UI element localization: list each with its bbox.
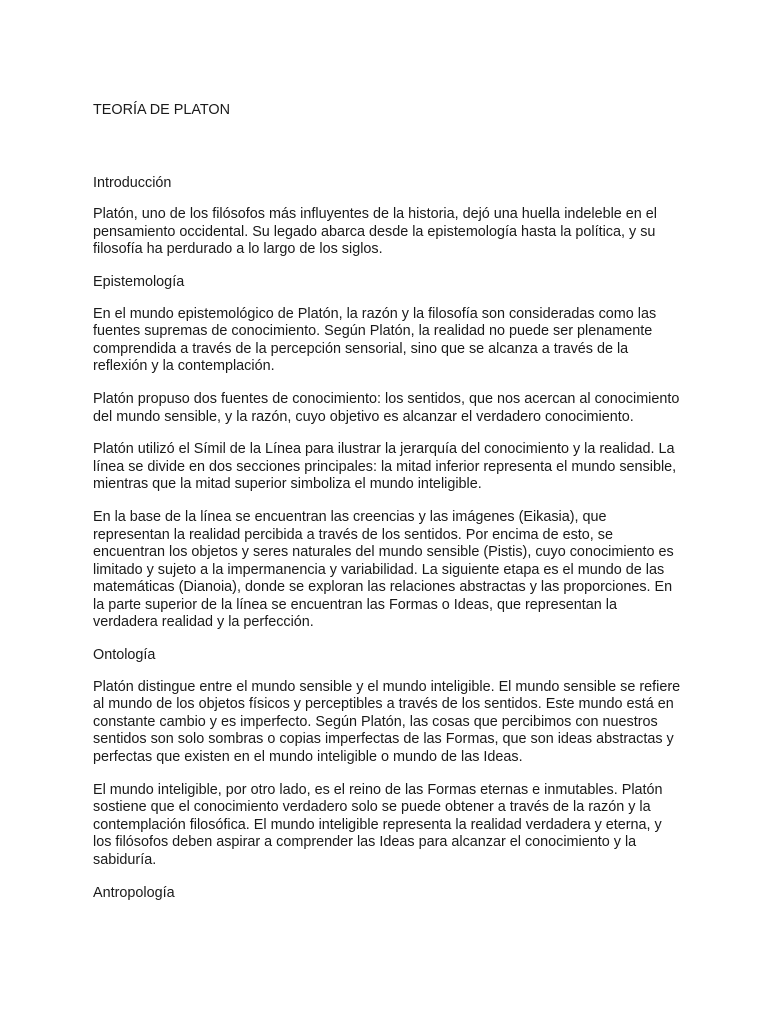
section-heading-ontologia: Ontología	[93, 647, 156, 664]
paragraph: Platón distingue entre el mundo sensible y el mundo inteligible. El mundo sensible se refiere al mundo de los objetos físicos y perceptibles a través de los sentidos. Este mundo está en constante cambio y es imperfecto. Según Platón, las cosas que percibimos con nuestros sentidos son solo sombras o copias imperfectas de las Formas, que son ideas abstractas y perfectas que existen en el mundo inteligible o mundo de las Ideas.	[93, 678, 681, 766]
paragraph: Platón utilizó el Símil de la Línea para ilustrar la jerarquía del conocimiento y la realidad. La línea se divide en dos secciones principales: la mitad inferior representa el mundo sensible, mientras que la mitad superior simboliza el mundo inteligible.	[93, 441, 677, 493]
paragraph: En el mundo epistemológico de Platón, la razón y la filosofía son consideradas como las fuentes supremas de conocimiento. Según Platón, la realidad no puede ser plenamente comprendida a través de la percepción sensorial, sino que se alcanza a través de la reflexión y la contemplación.	[93, 305, 657, 375]
paragraph: Platón propuso dos fuentes de conocimiento: los sentidos, que nos acercan al conocimiento del mundo sensible, y la razón, cuyo objetivo es alcanzar el verdadero conocimiento.	[93, 390, 680, 425]
paragraph: En la base de la línea se encuentran las creencias y las imágenes (Eikasia), que representan la realidad percibida a través de los sentidos. Por encima de esto, se encuentran los objetos y seres naturales del mundo sensible (Pistis), cuyo conocimiento es limitado y sujeto a la impermanencia y variabilidad. La siguiente etapa es el mundo de las matemáticas (Dianoia), donde se exploran las relaciones abstractas y las proporciones. En la parte superior de la línea se encuentran las Formas o Ideas, que representan la verdadera realidad y la perfección.	[93, 508, 674, 631]
section-heading-antropologia: Antropología	[93, 884, 175, 901]
document-body	[93, 102, 683, 902]
section-heading-introduccion: Introducción	[93, 174, 172, 191]
section-heading-epistemologia: Epistemología	[93, 273, 185, 290]
paragraph: Platón, uno de los filósofos más influyentes de la historia, dejó una huella indeleble en el pensamiento occidental. Su legado abarca desde la epistemología hasta la política, y su filosofía ha perdurado a lo largo de los siglos.	[93, 206, 658, 258]
document-title: TEORÍA DE PLATON	[93, 102, 231, 118]
paragraph: El mundo inteligible, por otro lado, es el reino de las Formas eternas e inmutables. Platón sostiene que el conocimiento verdadero solo se puede obtener a través de la razón y la contemplación filosófica. El mundo inteligible representa la realidad verdadera y eterna, y los filósofos deben aspirar a comprender las Ideas para alcanzar el conocimiento y la sabiduría.	[93, 781, 663, 868]
